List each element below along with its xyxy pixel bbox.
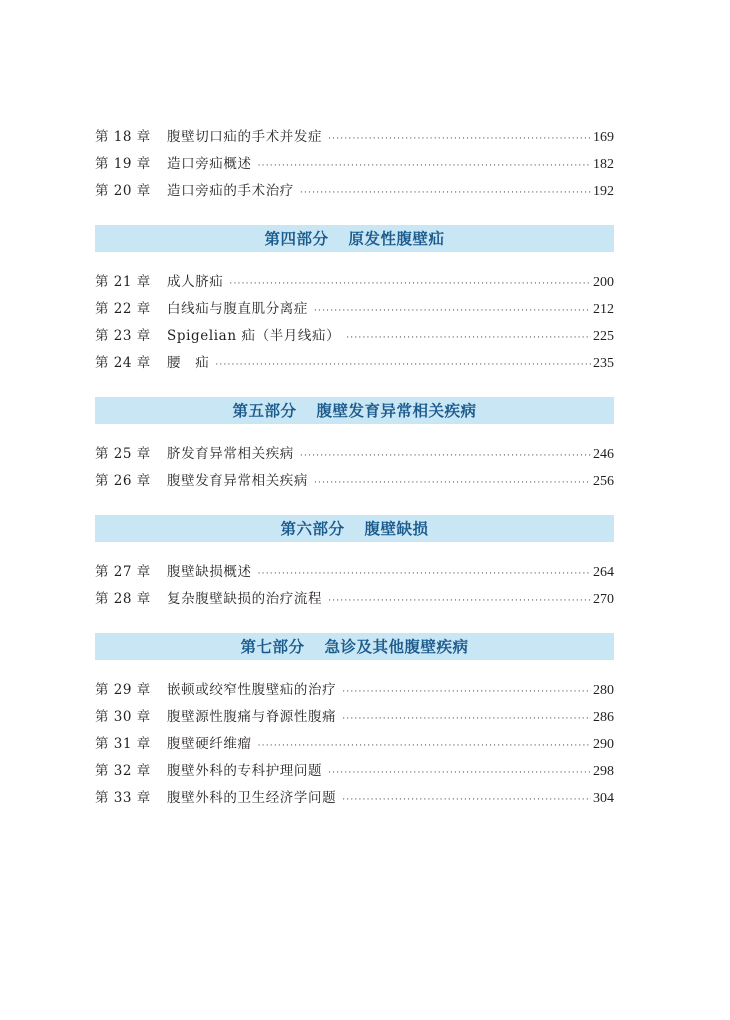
chapter-number: 第 29 章 (95, 682, 151, 698)
chapter-title: Spigelian 疝（半月线疝） (167, 328, 341, 344)
toc-entry[interactable] (95, 677, 614, 704)
chapter-number: 第 31 章 (95, 736, 151, 752)
chapter-title: 腰 疝 (167, 355, 210, 371)
leader-dots (258, 153, 591, 180)
chapter-title: 腹壁切口疝的手术并发症 (167, 129, 323, 145)
part-header (95, 515, 614, 542)
leader-dots (258, 733, 591, 760)
leader-dots (314, 298, 591, 325)
toc-part-5 (95, 397, 614, 495)
toc-entry[interactable] (95, 269, 614, 296)
leader-dots (342, 787, 591, 814)
chapter-title: 造口旁疝的手术治疗 (167, 183, 294, 199)
chapter-title: 腹壁外科的专科护理问题 (167, 763, 323, 779)
chapter-number: 第 24 章 (95, 355, 151, 371)
chapter-title: 腹壁外科的卫生经济学问题 (167, 790, 337, 806)
chapter-title: 白线疝与腹直肌分离症 (167, 301, 308, 317)
page-number: 212 (593, 302, 614, 317)
chapter-title: 脐发育异常相关疾病 (167, 446, 294, 462)
toc-entry[interactable] (95, 124, 614, 151)
page-number: 264 (593, 565, 614, 580)
page-number: 169 (593, 130, 614, 145)
part-header (95, 633, 614, 660)
chapter-number: 第 27 章 (95, 564, 151, 580)
leader-dots (258, 561, 591, 588)
part-header (95, 225, 614, 252)
chapter-number: 第 18 章 (95, 129, 151, 145)
toc-entry[interactable] (95, 323, 614, 350)
page-number: 246 (593, 447, 614, 462)
toc-entry[interactable] (95, 178, 614, 205)
part-title: 腹壁缺损 (364, 519, 429, 538)
toc-entry[interactable] (95, 731, 614, 758)
page-number: 286 (593, 710, 614, 725)
leader-dots (300, 443, 591, 470)
chapter-number: 第 32 章 (95, 763, 151, 779)
chapter-number: 第 19 章 (95, 156, 151, 172)
toc-part-6 (95, 515, 614, 613)
toc-entry[interactable] (95, 468, 614, 495)
part-title: 急诊及其他腹壁疾病 (324, 637, 469, 656)
part-number: 第五部分 (232, 401, 297, 420)
chapter-number: 第 33 章 (95, 790, 151, 806)
part-title: 腹壁发育异常相关疾病 (316, 401, 477, 420)
part-number: 第四部分 (264, 229, 329, 248)
chapter-number: 第 20 章 (95, 183, 151, 199)
chapter-number: 第 21 章 (95, 274, 151, 290)
chapter-title: 腹壁硬纤维瘤 (167, 736, 252, 752)
chapter-title: 腹壁发育异常相关疾病 (167, 473, 308, 489)
chapter-title: 腹壁源性腹痛与脊源性腹痛 (167, 709, 337, 725)
chapter-number: 第 26 章 (95, 473, 151, 489)
page-number: 182 (593, 157, 614, 172)
leader-dots (346, 325, 591, 352)
page-number: 192 (593, 184, 614, 199)
page-number: 270 (593, 592, 614, 607)
toc-entry[interactable] (95, 758, 614, 785)
toc-entry[interactable] (95, 151, 614, 178)
toc-entry[interactable] (95, 296, 614, 323)
page-number: 290 (593, 737, 614, 752)
chapter-title: 成人脐疝 (167, 274, 224, 290)
toc-entry[interactable] (95, 559, 614, 586)
page-number: 225 (593, 329, 614, 344)
part-title: 原发性腹壁疝 (348, 229, 445, 248)
chapter-title: 复杂腹壁缺损的治疗流程 (167, 591, 323, 607)
chapter-number: 第 30 章 (95, 709, 151, 725)
leader-dots (215, 352, 591, 379)
toc-part-4 (95, 225, 614, 377)
chapter-title: 嵌顿或绞窄性腹壁疝的治疗 (167, 682, 337, 698)
leader-dots (328, 588, 591, 615)
toc-entry[interactable] (95, 785, 614, 812)
page-number: 235 (593, 356, 614, 371)
page-number: 200 (593, 275, 614, 290)
part-header (95, 397, 614, 424)
toc-entry[interactable] (95, 704, 614, 731)
chapter-number: 第 23 章 (95, 328, 151, 344)
leader-dots (342, 706, 591, 733)
page-number: 298 (593, 764, 614, 779)
leader-dots (300, 180, 591, 207)
page-number: 256 (593, 474, 614, 489)
leader-dots (328, 126, 591, 153)
toc-entry[interactable] (95, 586, 614, 613)
toc-part-7 (95, 633, 614, 812)
toc-entry[interactable] (95, 350, 614, 377)
chapter-title: 腹壁缺损概述 (167, 564, 252, 580)
chapter-number: 第 28 章 (95, 591, 151, 607)
leader-dots (328, 760, 591, 787)
part-number: 第七部分 (240, 637, 305, 656)
leader-dots (342, 679, 591, 706)
chapter-number: 第 25 章 (95, 446, 151, 462)
toc-group-continuation (95, 124, 614, 205)
leader-dots (229, 271, 591, 298)
page-number: 280 (593, 683, 614, 698)
chapter-number: 第 22 章 (95, 301, 151, 317)
page-number: 304 (593, 791, 614, 806)
toc-entry[interactable] (95, 441, 614, 468)
table-of-contents (95, 124, 614, 812)
leader-dots (314, 470, 591, 497)
part-number: 第六部分 (280, 519, 345, 538)
chapter-title: 造口旁疝概述 (167, 156, 252, 172)
